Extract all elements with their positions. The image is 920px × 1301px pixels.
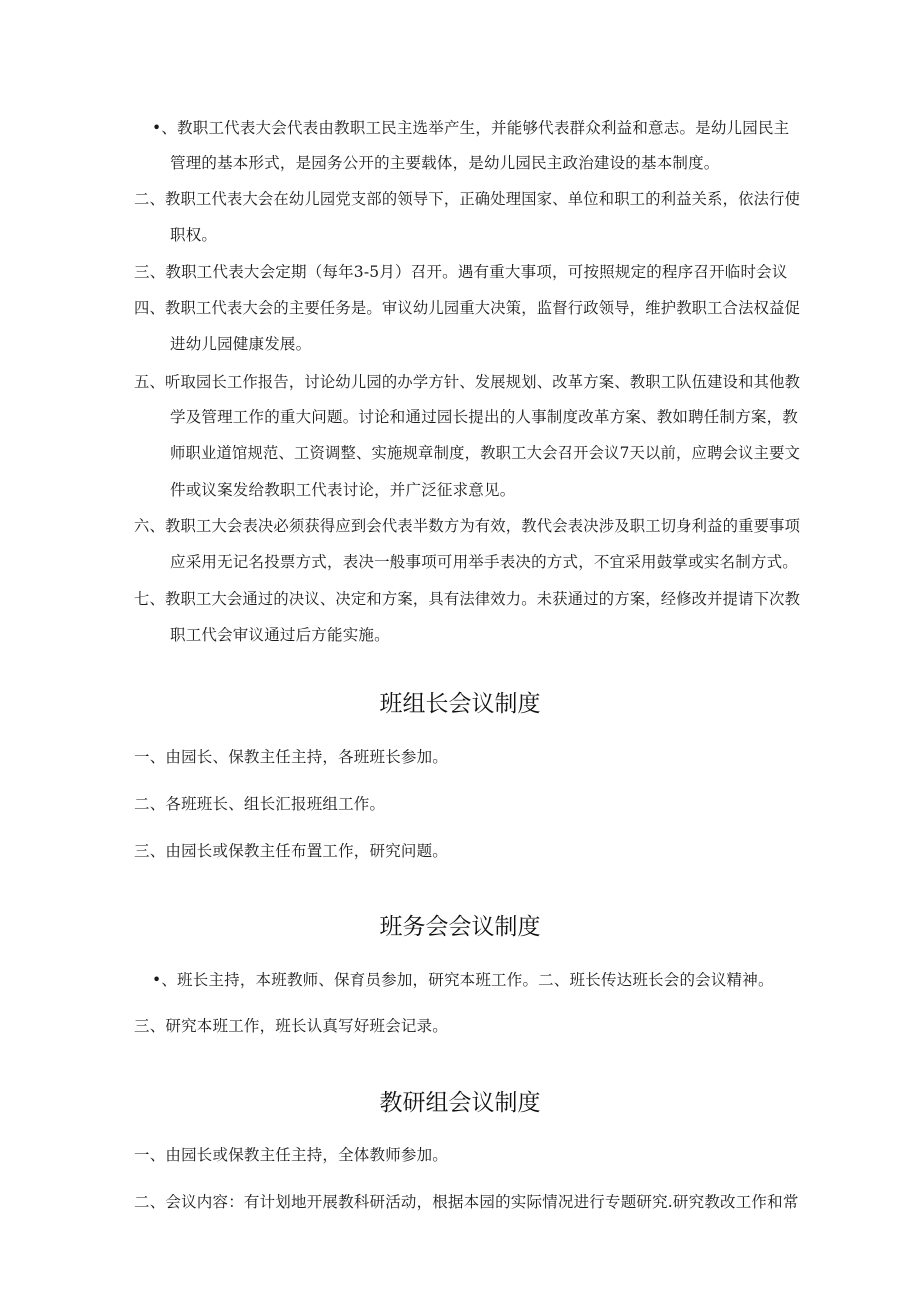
paragraph-line: 二、教职工代表大会在幼儿园党支部的领导下，正确处理国家、单位和职工的利益关系，依法行使 [134, 190, 801, 208]
paragraph-line: 二、各班班长、组长汇报班组工作。 [134, 795, 386, 813]
paragraph-line: 三、研究本班工作，班长认真写好班会记录。 [134, 1017, 449, 1035]
paragraph-line: 学及管理工作的重大问题。讨论和通过园长提出的人事制度改革方案、教如聘任制方案，教 [170, 408, 799, 426]
paragraph-line: 五、听取园长工作报告，讨论幼儿园的办学方针、发展规划、改革方案、教职工队伍建设和其他教 [134, 373, 801, 391]
paragraph-line: 管理的基本形式，是园务公开的主要载体，是幼儿园民主政治建设的基本制度。 [170, 154, 720, 172]
paragraph-line: 进幼儿园健康发展。 [170, 335, 312, 353]
section-title: 教研组会议制度 [379, 1090, 541, 1116]
paragraph-line: 应采用无记名投票方式，表决一般事项可用举手表决的方式，不宜采用鼓掌或实名制方式。 [170, 553, 799, 571]
section-title: 班组长会议制度 [379, 691, 541, 717]
paragraph-line: 职权。 [170, 226, 218, 244]
paragraph-line: •、教职工代表大会代表由教职工民主选举产生，并能够代表群众利益和意志。是幼儿园民主 [152, 119, 790, 137]
paragraph-line: •、班长主持，本班教师、保育员参加，研究本班工作。二、班长传达班长会的会议精神。 [152, 971, 774, 989]
section-title: 班务会会议制度 [379, 914, 541, 940]
paragraph-line: 四、教职工代表大会的主要任务是。审议幼儿园重大决策，监督行政领导，维护教职工合法权益促 [134, 299, 801, 317]
paragraph-line: 三、教职工代表大会定期（每年3-5月）召开。遇有重大事项，可按照规定的程序召开临时会议 [134, 263, 788, 281]
paragraph-line: 师职业道馆规范、工资调整、实施规章制度，教职工大会召开会议7天以前，应聘会议主要文 [170, 444, 801, 462]
paragraph-line: 二、会议内容：有计划地开展教科研活动，根据本园的实际情况进行专题研究.研究教改工作和常 [134, 1193, 799, 1211]
paragraph-line: 七、教职工大会通过的决议、决定和方案，具有法律效力。未获通过的方案，经修改并提请下次教 [134, 590, 801, 608]
paragraph-line: 职工代会审议通过后方能实施。 [170, 626, 390, 644]
paragraph-line: 一、由园长、保教主任主持，各班班长参加。 [134, 748, 449, 766]
paragraph-line: 六、教职工大会表决必须获得应到会代表半数方为有效，教代会表决涉及职工切身利益的重要事项 [134, 517, 801, 535]
paragraph-line: 三、由园长或保教主任布置工作，研究问题。 [134, 842, 449, 860]
paragraph-line: 件或议案发给教职工代表讨论，并广泛征求意见。 [170, 481, 516, 499]
paragraph-line: 一、由园长或保教主任主持，全体教师参加。 [134, 1146, 449, 1164]
